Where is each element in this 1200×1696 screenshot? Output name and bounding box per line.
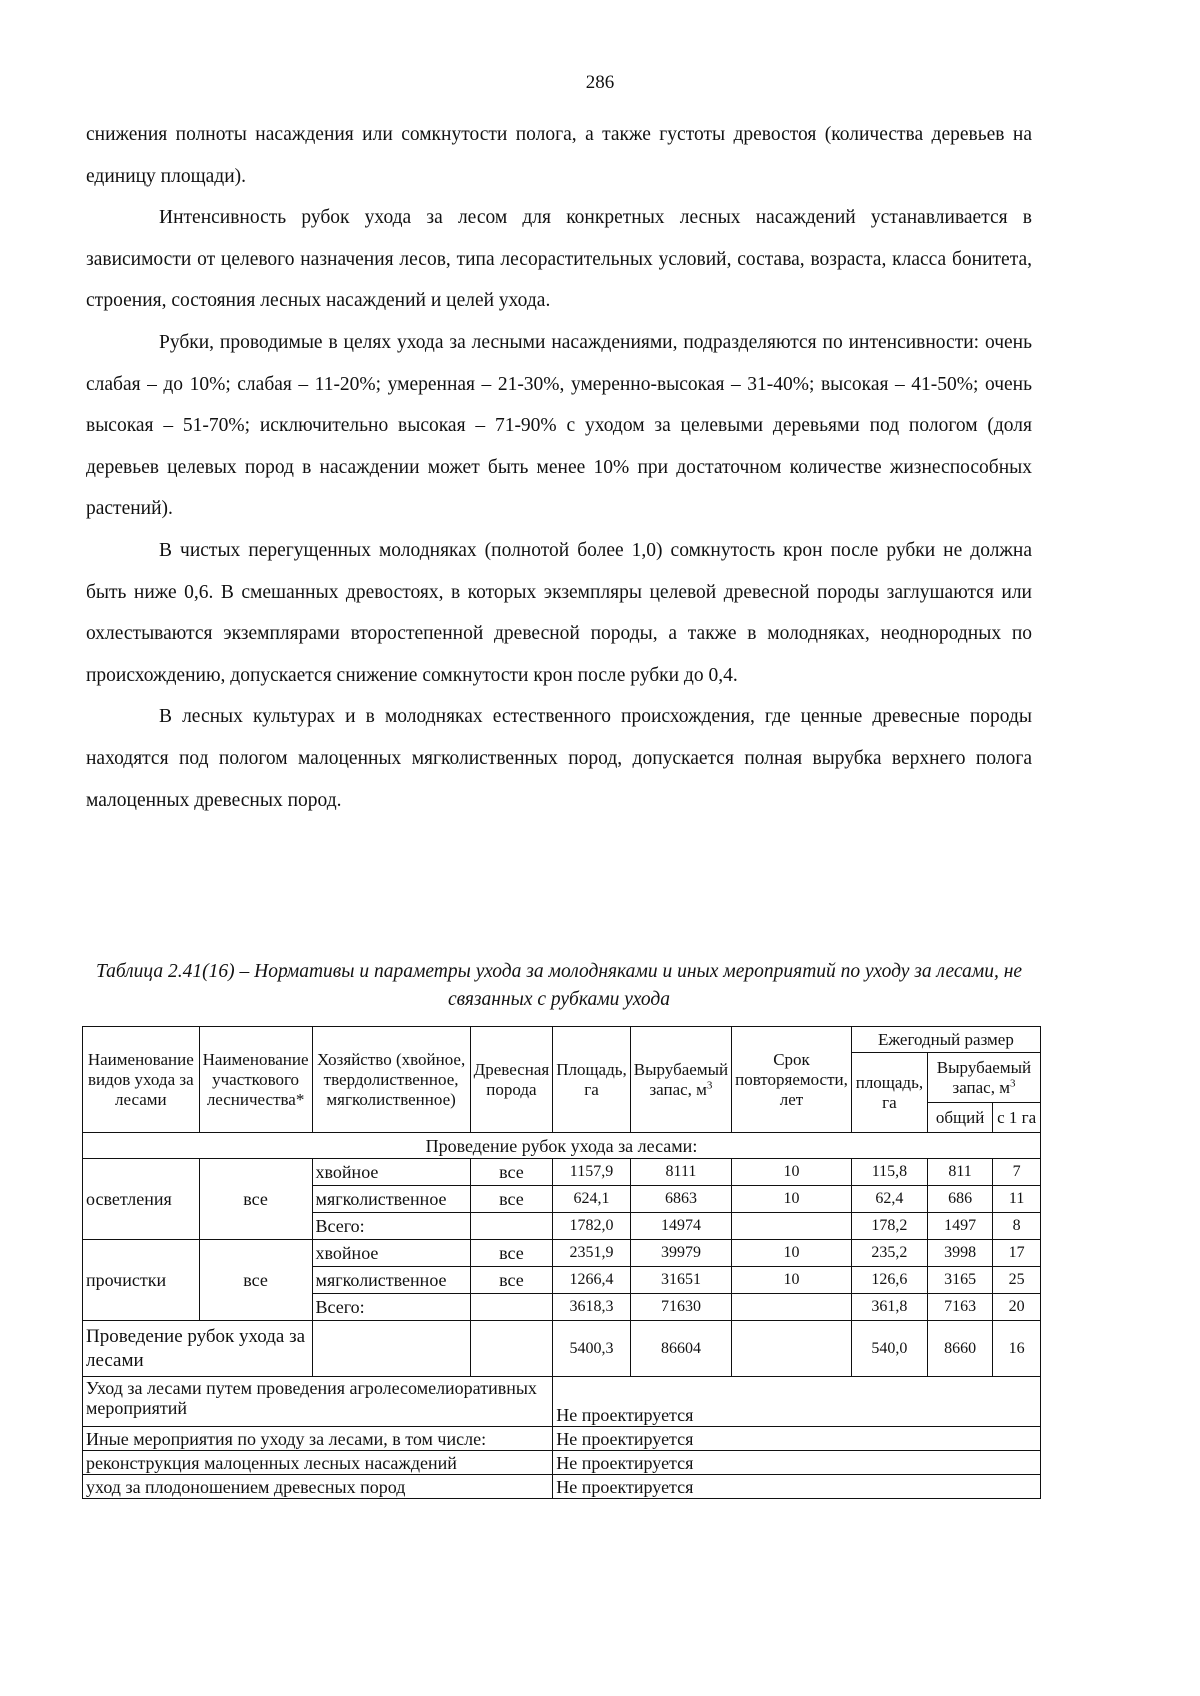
cell-a-total: 3165: [927, 1267, 992, 1294]
cell-vol: 8111: [630, 1159, 731, 1186]
header-annual-vol: [927, 1053, 1040, 1103]
cell-a-area: 62,4: [851, 1186, 927, 1213]
body-text: [86, 114, 1032, 821]
paragraph: В лесных культурах и в молодняках естественного происхождения, где ценные древесные породы находятся под пологом малоценных мягколиственных пород, допускается полная вырубка верхнего полога малоценных древесных пород.: [86, 706, 1032, 811]
cell-hoz: хвойное: [312, 1159, 470, 1186]
superscript: 3: [1009, 1076, 1016, 1089]
cell-empty: [732, 1321, 852, 1377]
cell-area: 624,1: [553, 1186, 631, 1213]
table-row: [83, 1159, 1041, 1186]
header-annual: Ежегодный размер: [851, 1027, 1040, 1053]
total-a-area: 540,0: [851, 1321, 927, 1377]
header-hoz: Хозяйство (хвойное, твердолиственное, мягколиственное): [312, 1027, 470, 1133]
cell-area: 1266,4: [553, 1267, 631, 1294]
footer-row: [83, 1427, 1041, 1451]
footer-label: реконструкция малоценных лесных насаждений: [83, 1451, 553, 1475]
cell-a-total: 3998: [927, 1240, 992, 1267]
cell-empty: [312, 1321, 470, 1377]
cell-a-ha: 17: [993, 1240, 1041, 1267]
cell-a-ha: 7: [993, 1159, 1041, 1186]
footer-label: уход за плодоношением древесных пород: [83, 1475, 553, 1499]
cell-a-ha: 25: [993, 1267, 1041, 1294]
footer-value: Не проектируется: [553, 1427, 1041, 1451]
cell-vol: 39979: [630, 1240, 731, 1267]
paragraph: Рубки, проводимые в целях ухода за лесными насаждениями, подразделяются по интенсивности: очень слабая – до 10%; слабая – 11-20%; умеренная – 21-30%, умеренно-высокая – 31-40%; высокая – 41-50%; очень высокая – 51-70%; исключительно высокая – 71-90% с уходом за целевыми деревьями под пологом (доля деревьев целевых пород в насаждении может быть менее 10% при достаточном количестве жизнеспособных растений).: [86, 331, 1032, 520]
cell-srok: 10: [732, 1240, 852, 1267]
cell-poroda: [470, 1213, 553, 1240]
cell-a-area: 178,2: [851, 1213, 927, 1240]
table-row: [83, 1240, 1041, 1267]
total-vol: 86604: [630, 1321, 731, 1377]
cell-poroda: все: [470, 1186, 553, 1213]
cell-hoz: хвойное: [312, 1240, 470, 1267]
paragraph: снижения полноты насаждения или сомкнутости полога, а также густоты древостоя (количества деревьев на единицу площади).: [86, 124, 1032, 187]
cell-area: 1157,9: [553, 1159, 631, 1186]
group-uchastok: все: [199, 1159, 312, 1240]
header-poroda: Древесная порода: [470, 1027, 553, 1133]
cell-a-ha: 11: [993, 1186, 1041, 1213]
cell-hoz: Всего:: [312, 1213, 470, 1240]
paragraph: Интенсивность рубок ухода за лесом для конкретных лесных насаждений устанавливается в зависимости от целевого назначения лесов, типа лесорастительных условий, состава, возраста, класса бонитета, строения, состояния лесных насаждений и целей ухода.: [86, 207, 1032, 312]
footer-row: [83, 1377, 1041, 1427]
cell-srok: [732, 1294, 852, 1321]
cell-empty: [470, 1321, 553, 1377]
cell-area: 2351,9: [553, 1240, 631, 1267]
header-zapas-text: Вырубаемый запас, м: [633, 1059, 729, 1099]
cell-hoz: мягколиственное: [312, 1186, 470, 1213]
footer-label: Уход за лесами путем проведения агролесомелиоративных мероприятий: [83, 1377, 553, 1427]
cell-a-ha: 20: [993, 1294, 1041, 1321]
cell-a-area: 126,6: [851, 1267, 927, 1294]
cell-area: 1782,0: [553, 1213, 631, 1240]
table-caption: Таблица 2.41(16) – Нормативы и параметры ухода за молодняками и иных мероприятий по уходу за лесами, не связанных с рубками ухода: [95, 961, 1023, 1010]
cell-vol: 6863: [630, 1186, 731, 1213]
cell-a-total: 7163: [927, 1294, 992, 1321]
total-a-total: 8660: [927, 1321, 992, 1377]
cell-srok: [732, 1213, 852, 1240]
cell-srok: 10: [732, 1186, 852, 1213]
header-per-ha: с 1 га: [993, 1103, 1041, 1133]
superscript: 3: [706, 1078, 713, 1091]
footer-value: Не проектируется: [553, 1475, 1041, 1499]
cell-a-area: 115,8: [851, 1159, 927, 1186]
header-annual-vol-text: Вырубаемый запас, м: [936, 1057, 1032, 1097]
cell-a-area: 361,8: [851, 1294, 927, 1321]
cell-a-ha: 8: [993, 1213, 1041, 1240]
cell-poroda: все: [470, 1159, 553, 1186]
total-area: 5400,3: [553, 1321, 631, 1377]
cell-srok: 10: [732, 1267, 852, 1294]
cell-vol: 71630: [630, 1294, 731, 1321]
data-table: [82, 1026, 1041, 1499]
page-number: 286: [585, 72, 615, 93]
group-name: прочистки: [83, 1240, 200, 1321]
cell-poroda: все: [470, 1267, 553, 1294]
footer-row: [83, 1475, 1041, 1499]
cell-a-area: 235,2: [851, 1240, 927, 1267]
group-uchastok: все: [199, 1240, 312, 1321]
footer-label: Иные мероприятия по уходу за лесами, в том числе:: [83, 1427, 553, 1451]
header-total: общий: [927, 1103, 992, 1133]
paragraph: В чистых перегущенных молодняках (полнотой более 1,0) сомкнутость крон после рубки не должна быть ниже 0,6. В смешанных древостоях, в которых экземпляры целевой древесной породы заглушаются или охлестываются экземплярами второстепенной древесной породы, а также в молодняках, неоднородных по происхождению, допускается снижение сомкнутости крон после рубки до 0,4.: [86, 539, 1032, 686]
total-label: Проведение рубок ухода за лесами: [83, 1321, 313, 1377]
header-uchastok: Наименование участкового лесничества*: [199, 1027, 312, 1133]
header-zapas: [630, 1027, 731, 1133]
cell-vol: 31651: [630, 1267, 731, 1294]
footer-row: [83, 1451, 1041, 1475]
header-srok: Срок повторяемости, лет: [732, 1027, 852, 1133]
header-vid: Наименование видов ухода за лесами: [83, 1027, 200, 1133]
group-name: осветления: [83, 1159, 200, 1240]
cell-hoz: Всего:: [312, 1294, 470, 1321]
total-row: [83, 1321, 1041, 1377]
cell-a-total: 811: [927, 1159, 992, 1186]
section-title: Проведение рубок ухода за лесами:: [83, 1133, 1041, 1159]
cell-vol: 14974: [630, 1213, 731, 1240]
cell-area: 3618,3: [553, 1294, 631, 1321]
cell-hoz: мягколиственное: [312, 1267, 470, 1294]
footer-value: Не проектируется: [553, 1377, 1041, 1427]
header-ploshad: Площадь, га: [553, 1027, 631, 1133]
cell-srok: 10: [732, 1159, 852, 1186]
total-a-ha: 16: [993, 1321, 1041, 1377]
footer-value: Не проектируется: [553, 1451, 1041, 1475]
cell-poroda: [470, 1294, 553, 1321]
header-annual-area: площадь, га: [851, 1053, 927, 1133]
cell-a-total: 1497: [927, 1213, 992, 1240]
cell-poroda: все: [470, 1240, 553, 1267]
cell-a-total: 686: [927, 1186, 992, 1213]
